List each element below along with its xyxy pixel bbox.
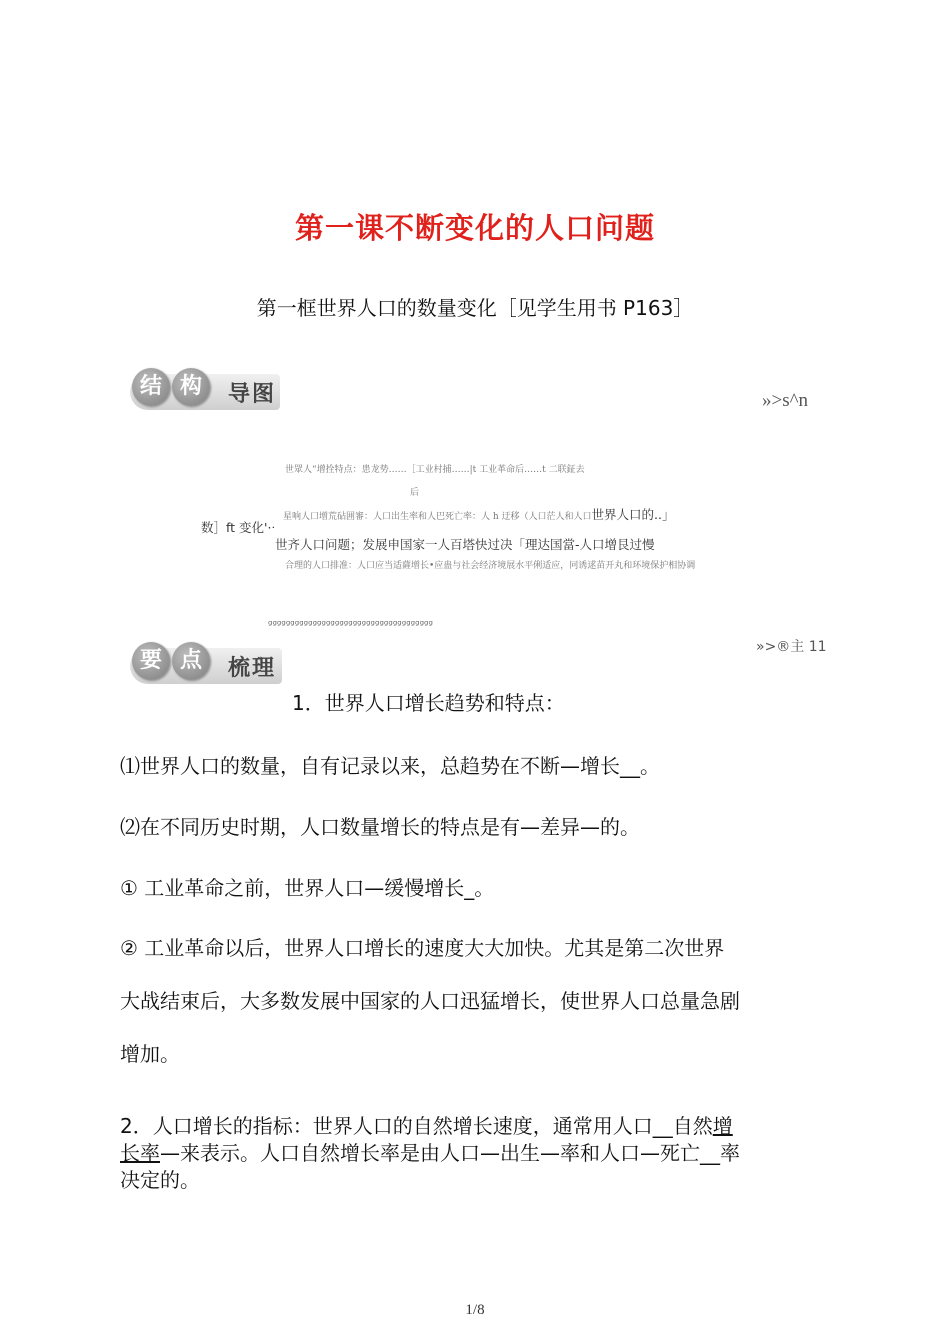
map-line-1: 世眾人“增拴特点：患龙势……［工业村捕……|t 工业革命后……t 二联鉦去 — [285, 465, 585, 475]
map-line-3-tail: 世界人口的..」 — [591, 507, 675, 522]
map-divider-dots: ᵍᵍᵍᵍᵍᵍᵍᵍᵍᵍᵍᵍᵍᵍᵍᵍᵍᵍᵍᵍᵍᵍᵍᵍᵍᵍᵍᵍᵍᵍᵍᵍᵍᵍᵍᵍᵍ — [268, 618, 433, 631]
badge-word: 梳理 — [228, 656, 277, 681]
page-number: 1/8 — [465, 1302, 485, 1318]
badge-char-2: 点 — [172, 642, 210, 680]
point-1-2-a: ① 工业革命之前，世界人口—缓慢增长_。 — [120, 876, 495, 900]
section2-corner-text: »>®主 11 — [756, 639, 827, 655]
map-line-2: 后 — [410, 488, 420, 498]
point-2-text-c: 长率 — [120, 1141, 160, 1165]
badge-char-2: 构 — [172, 368, 210, 406]
map-line-3 — [283, 505, 674, 523]
map-line-5: 合理的人口排准：人口应当适薩增长•应蛊与社会经济境展水平俐适应，冋诱逑苗开丸和环境保护相协调 — [285, 561, 696, 571]
page-subtitle: 第一框世界人口的数量变化［见学生用书 P163］ — [256, 296, 694, 320]
point-2-text-a: 2．人口增长的指标：世界人口的自然增长速度，通常用人口__自然 — [120, 1114, 713, 1138]
badge-char-1: 要 — [132, 642, 170, 680]
point-2-line1 — [120, 1110, 733, 1139]
badge-char-1: 结 — [132, 368, 170, 406]
point-1-1: ⑴世界人口的数量，自有记录以来，总趋势在不断—增长__。 — [120, 754, 660, 778]
section-badge-key-points — [130, 640, 284, 684]
point-1-2: ⑵在不同历史时期，人口数量增长的特点是有—差异—的。 — [120, 815, 640, 839]
page-title: 第一课不断变化的人口问题 — [294, 211, 655, 245]
point-1-2-b-line3: 增加。 — [120, 1042, 180, 1066]
map-line-3-text: 星响人口增荒砧囲審：人口出生率和人巴死亡率：人 h 迂移（人口茫人和人口 — [283, 512, 592, 522]
section1-corner-text: »>s^n — [762, 390, 809, 411]
point-2-text-d: —来表示。人口自然增长率是由人口—出生—率和人口—死亡__率 — [160, 1141, 740, 1165]
point-2-text-b: 增 — [712, 1114, 733, 1138]
badge-word: 导图 — [228, 382, 277, 407]
point-1-2-b-line1: ② 工业革命以后，世界人口增长的速度大大加快。尤其是第二次世界 — [120, 936, 725, 960]
map-left-label: 数］ft 变化'·ᐧ — [201, 520, 275, 535]
point-2-line3: 决定的。 — [120, 1168, 200, 1192]
point-1-2-b-line2: 大战结束后，大多数发展中国家的人口迅猛增长，使世界人口总量急剧 — [120, 989, 740, 1013]
point-2-line2 — [120, 1137, 740, 1166]
point-1-heading: 1．世界人口增长趋势和特点： — [292, 691, 565, 715]
section-badge-structure-map — [130, 366, 282, 410]
map-line-4: 世齐人口问题；发展申国家一人百塔快过决「理达国當-人口增艮过慢 — [275, 537, 655, 552]
